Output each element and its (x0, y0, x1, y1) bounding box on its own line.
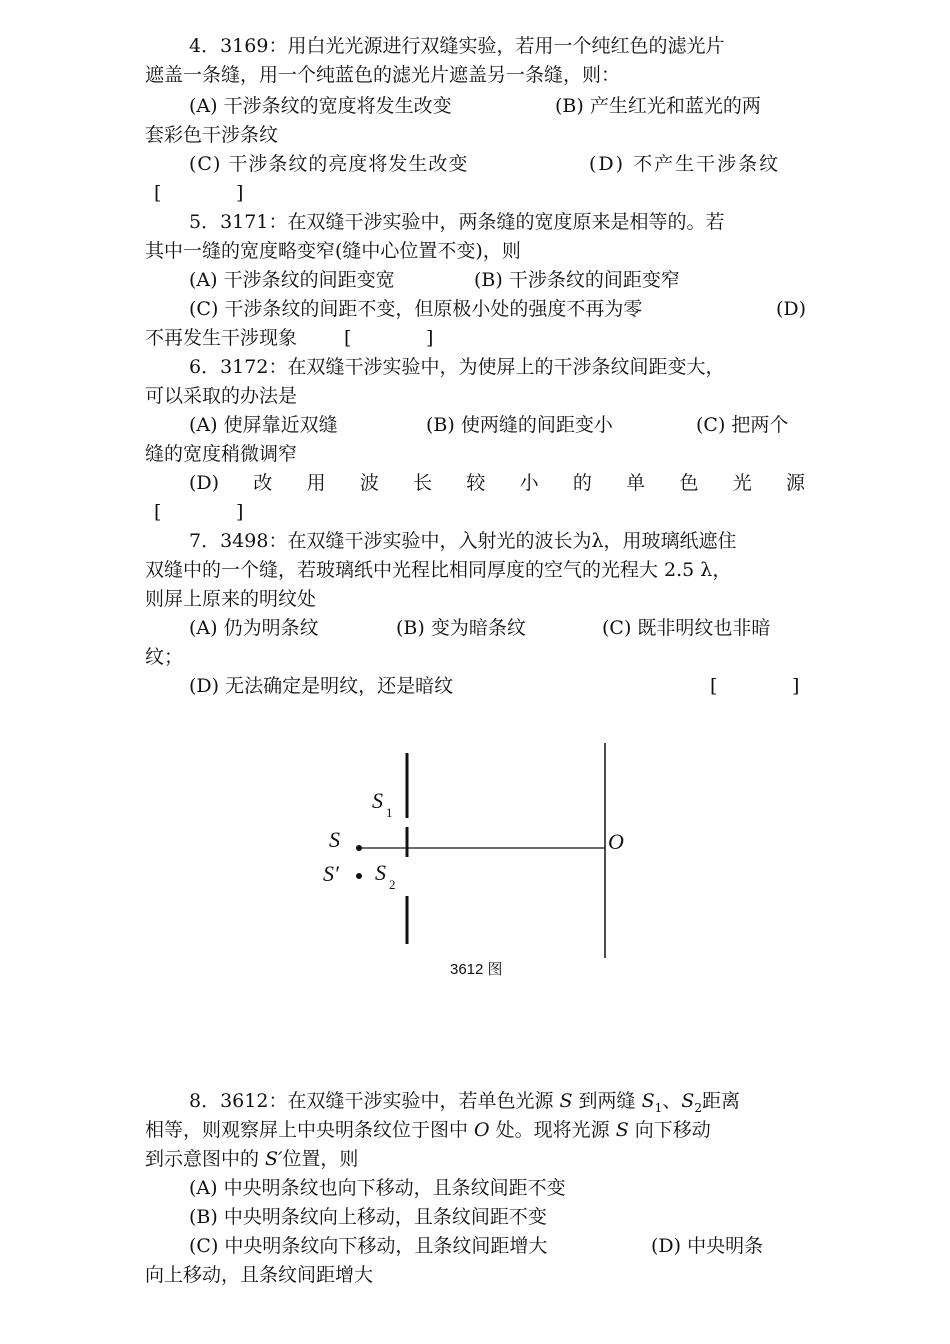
q6-option-c: (C) 把两个 (696, 414, 789, 436)
label-s-prime: S′ (323, 861, 339, 886)
q8-option-b: (B) 中央明条纹向上移动，且条纹间距不变 (189, 1206, 547, 1228)
q8-text: 相等，则观察屏上中央明条纹位于图中 (145, 1119, 475, 1141)
q6-stem-line2: 可以采取的办法是 (145, 385, 298, 407)
label-s1-subscript: 1 (386, 805, 393, 820)
q7-stem-line3: 则屏上原来的明纹处 (145, 588, 317, 610)
q8-text: 8．3612：在双缝干涉实验中，若单色光源 (189, 1090, 560, 1112)
q5-option-d-cont: 不再发生干涉现象 (145, 327, 298, 349)
q8-symbol-o: O (474, 1119, 490, 1141)
q6-option-d-word: 改 (253, 472, 273, 494)
q6-option-d-word: 用 (306, 472, 326, 494)
q4-option-c: (C) 干涉条纹的亮度将发生改变 (189, 153, 469, 175)
q8-symbol-s2: S (681, 1090, 695, 1112)
q4-option-b: (B) 产生红光和蓝光的两 (555, 95, 761, 117)
q8-text: 到示意图中的 (145, 1148, 266, 1170)
q7-answer-bracket-open: [ (710, 675, 718, 697)
q6-option-d-word: 波 (359, 472, 379, 494)
figure-caption: 3612 图 (450, 961, 503, 978)
q8-option-d: (D) 中央明条 (651, 1235, 764, 1257)
q5-option-a: (A) 干涉条纹的间距变宽 (189, 269, 395, 291)
q8-symbol-s: S (615, 1119, 629, 1141)
q7-option-a: (A) 仍为明条纹 (189, 617, 319, 639)
q6-option-b: (B) 使两缝的间距变小 (426, 414, 613, 436)
q8-text: 位置，则 (282, 1148, 359, 1170)
q6-answer-bracket-close: ] (236, 501, 244, 523)
q8-stem-line3 (145, 1147, 358, 1171)
source-s-prime-dot (356, 873, 362, 879)
q4-answer-bracket-close: ] (236, 182, 244, 204)
q7-option-b: (B) 变为暗条纹 (396, 617, 526, 639)
q6-option-d-word: 小 (519, 472, 539, 494)
label-s: S (329, 827, 340, 852)
q6-option-a: (A) 使屏靠近双缝 (189, 414, 338, 436)
q7-stem-line1: 7．3498：在双缝干涉实验中，入射光的波长为λ，用玻璃纸遮住 (189, 530, 737, 552)
q6-option-d-word: 光 (732, 472, 752, 494)
q8-text: 向下移动 (628, 1119, 711, 1141)
q6-stem-line1: 6．3172：在双缝干涉实验中，为使屏上的干涉条纹间距变大， (189, 356, 725, 378)
q6-answer-bracket-open: [ (154, 501, 162, 523)
q4-stem-line1: 4．3169：用白光光源进行双缝实验，若用一个纯红色的滤光片 (189, 35, 725, 57)
q8-text: 到两缝 (572, 1090, 642, 1112)
q7-option-d: (D) 无法确定是明纹，还是暗纹 (189, 675, 454, 697)
q8-text: 距离 (701, 1090, 740, 1112)
q8-symbol-s1: S (641, 1090, 655, 1112)
q8-text: 、 (662, 1090, 682, 1112)
q4-option-a: (A) 干涉条纹的宽度将发生改变 (189, 95, 452, 117)
q5-option-c: (C) 干涉条纹的间距不变，但原极小处的强度不再为零 (189, 298, 643, 320)
q6-option-d-word: 的 (572, 472, 592, 494)
q6-option-d-word: 单 (626, 472, 646, 494)
q8-symbol-s: S (559, 1090, 573, 1112)
label-s2-subscript: 2 (389, 877, 396, 892)
label-s1: S (372, 788, 383, 813)
q8-text: 处。现将光源 (489, 1119, 616, 1141)
q5-answer-bracket-open: [ (344, 327, 352, 349)
q4-option-b-cont: 套彩色干涉条纹 (145, 124, 279, 146)
q4-option-d: (D) 不产生干涉条纹 (589, 153, 781, 175)
q7-option-c: (C) 既非明纹也非暗 (602, 617, 771, 639)
q6-option-d-word: (D) (189, 472, 220, 494)
q5-option-b: (B) 干涉条纹的间距变窄 (474, 269, 680, 291)
source-s-dot (356, 845, 362, 851)
q8-option-c: (C) 中央明条纹向下移动，且条纹间距增大 (189, 1235, 548, 1257)
q8-option-d-cont: 向上移动，且条纹间距增大 (145, 1264, 374, 1286)
label-o: O (608, 829, 624, 854)
q6-option-c-cont: 缝的宽度稍微调窄 (145, 443, 298, 465)
label-s2: S (375, 860, 386, 885)
q8-option-a: (A) 中央明条纹也向下移动，且条纹间距不变 (189, 1177, 566, 1199)
q5-stem-line1: 5．3171：在双缝干涉实验中，两条缝的宽度原来是相等的。若 (189, 211, 725, 233)
q6-option-d-word: 较 (466, 472, 486, 494)
q4-stem-line2: 遮盖一条缝，用一个纯蓝色的滤光片遮盖另一条缝，则： (145, 64, 621, 86)
q5-answer-bracket-close: ] (426, 327, 434, 349)
q4-answer-bracket-open: [ (154, 182, 162, 204)
q6-option-d-word: 源 (785, 472, 805, 494)
q7-answer-bracket-close: ] (792, 675, 800, 697)
q6-option-d-word: 长 (413, 472, 433, 494)
q6-option-d-word: 色 (679, 472, 699, 494)
q8-subscript: 2 (694, 1101, 702, 1115)
q5-stem-line2: 其中一缝的宽度略变窄(缝中心位置不变)，则 (145, 240, 521, 262)
q8-subscript: 1 (654, 1101, 663, 1115)
q8-symbol-s-prime: S′ (265, 1148, 283, 1170)
q8-stem-line1 (189, 1089, 740, 1120)
q8-stem-line2 (145, 1118, 711, 1142)
q7-option-c-cont: 纹； (145, 646, 184, 668)
q5-option-d: (D) (776, 298, 807, 320)
q7-stem-line2: 双缝中的一个缝，若玻璃纸中光程比相同厚度的空气的光程大 2.5 λ， (145, 559, 732, 581)
